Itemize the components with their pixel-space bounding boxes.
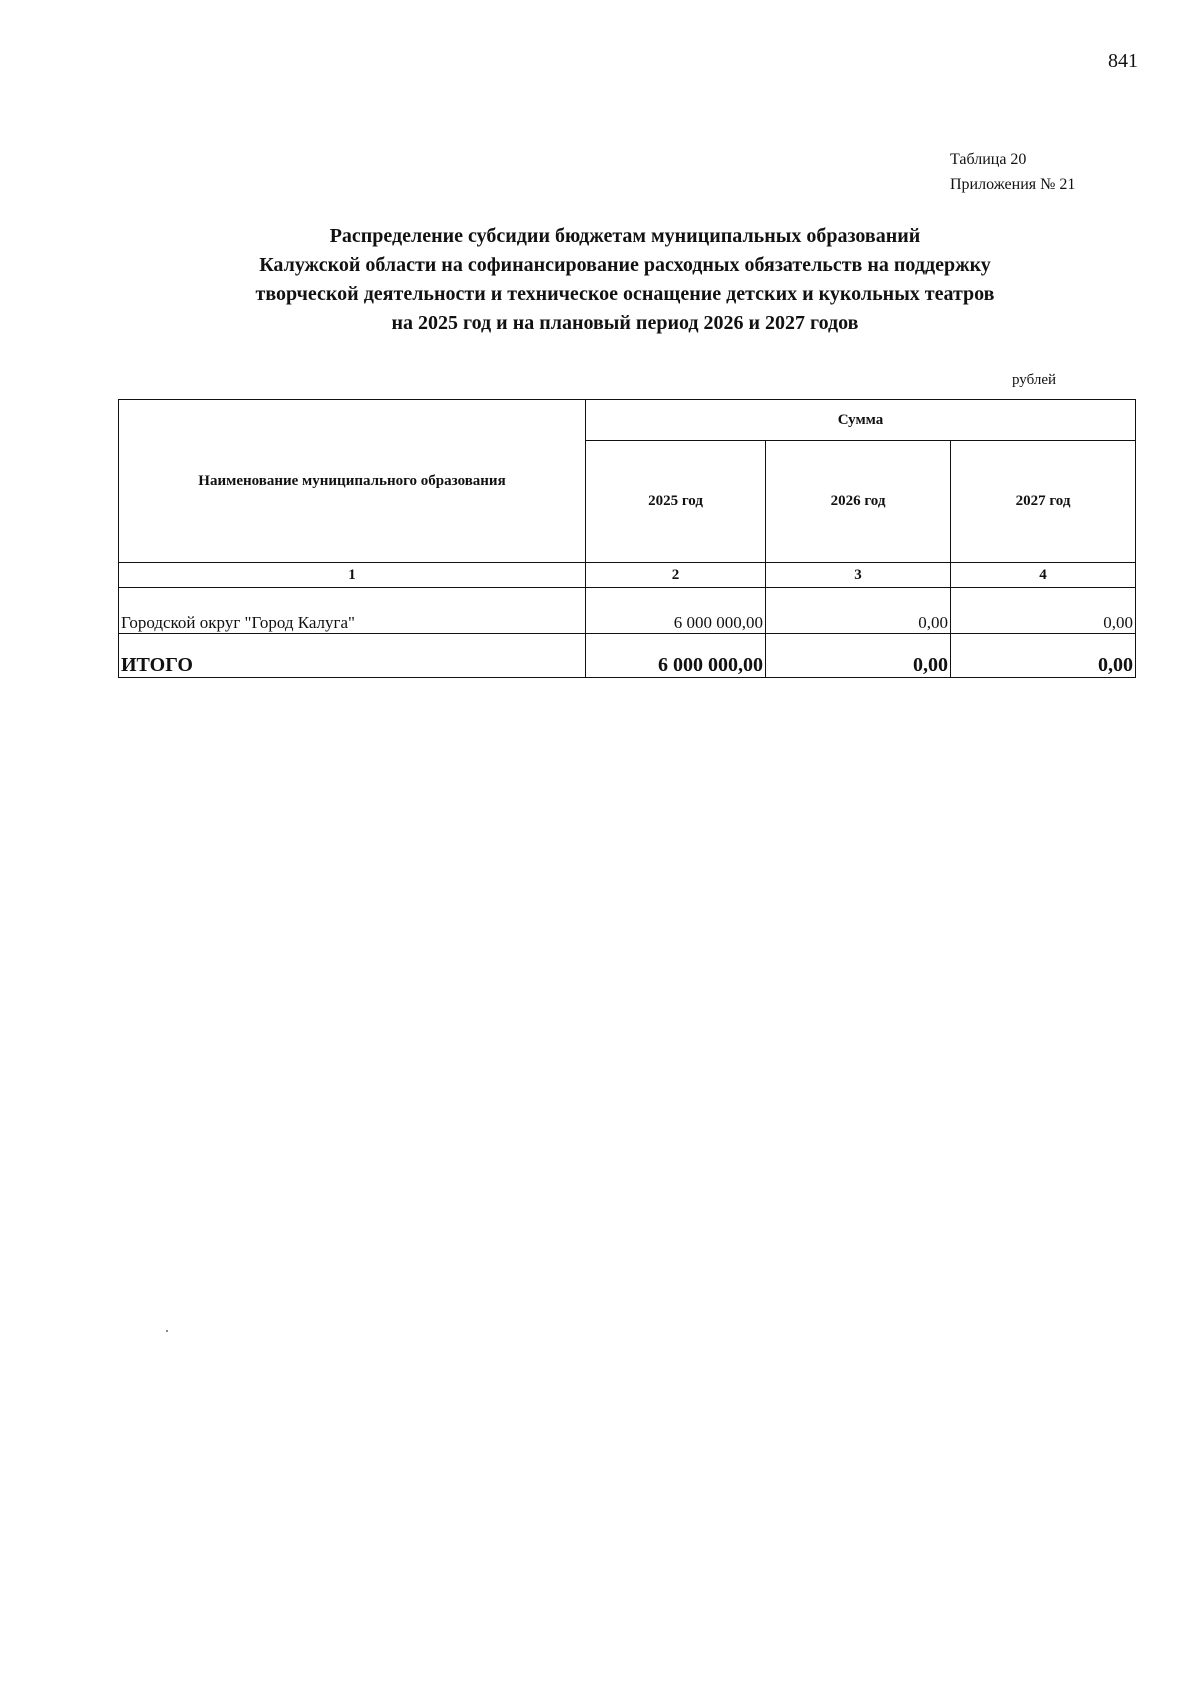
- row-value-2027: 0,00: [951, 588, 1136, 634]
- table-number: Таблица 20: [950, 151, 1027, 168]
- total-value-2026: 0,00: [766, 634, 951, 678]
- title-line-3: творческой деятельности и техническое оснащение детских и кукольных театров: [255, 283, 995, 305]
- title-line-2: Калужской области на софинансирование расходных обязательств на поддержку: [259, 254, 991, 276]
- units-label: рублей: [1012, 372, 1057, 388]
- row-municipality-name: Городской округ "Город Калуга": [119, 588, 586, 634]
- column-number-3: 3: [766, 563, 951, 588]
- appendix-number: Приложения № 21: [950, 176, 1076, 193]
- document-title: [110, 222, 1140, 338]
- total-value-2027: 0,00: [951, 634, 1136, 678]
- scan-speck: [166, 1330, 168, 1332]
- total-value-2025: 6 000 000,00: [586, 634, 766, 678]
- table-row: [119, 588, 1136, 634]
- header-year-2027: 2027 год: [951, 441, 1136, 563]
- total-row: [119, 634, 1136, 678]
- header-municipality-name: Наименование муниципального образования: [119, 400, 586, 563]
- row-value-2025: 6 000 000,00: [586, 588, 766, 634]
- table-reference: [950, 147, 1075, 197]
- header-year-2025: 2025 год: [586, 441, 766, 563]
- column-number-2: 2: [586, 563, 766, 588]
- subsidy-table: [118, 399, 1136, 678]
- title-line-4: на 2025 год и на плановый период 2026 и 2027 годов: [391, 312, 859, 334]
- column-number-1: 1: [119, 563, 586, 588]
- column-number-row: [119, 563, 1136, 588]
- header-year-2026: 2026 год: [766, 441, 951, 563]
- row-value-2026: 0,00: [766, 588, 951, 634]
- total-label: ИТОГО: [119, 634, 586, 678]
- page-number: 841: [1108, 50, 1138, 72]
- column-number-4: 4: [951, 563, 1136, 588]
- title-line-1: Распределение субсидии бюджетам муниципальных образований: [329, 225, 921, 247]
- header-row-sum: [119, 400, 1136, 441]
- header-sum: Сумма: [586, 400, 1136, 441]
